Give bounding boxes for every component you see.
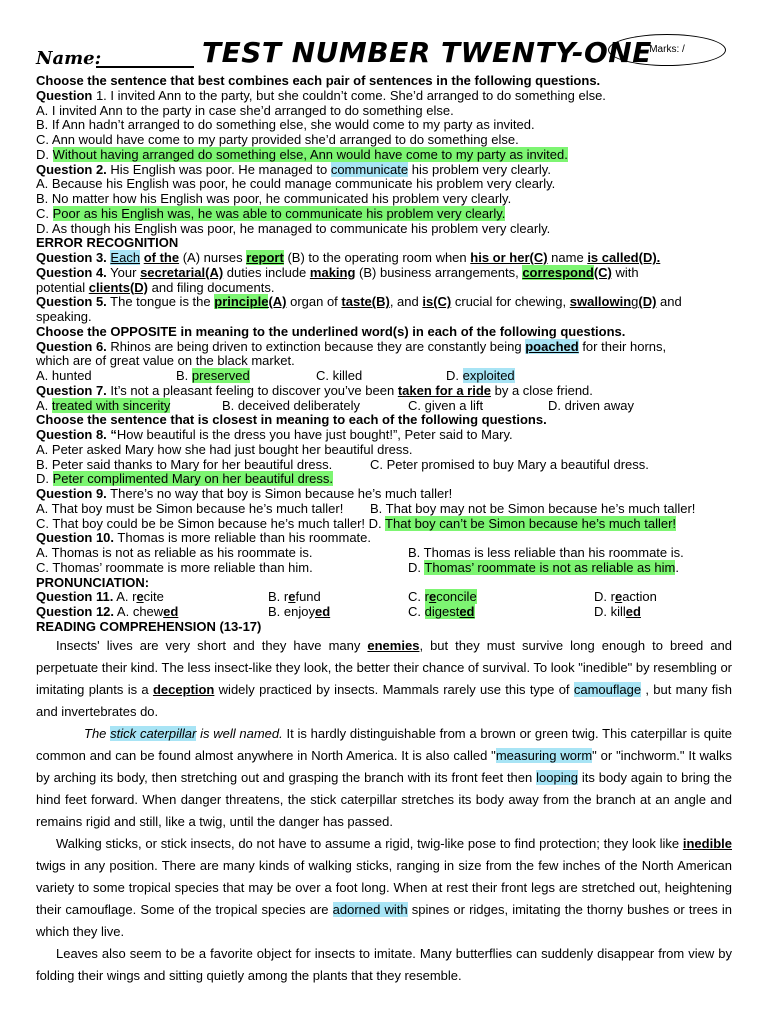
answer-highlight: Peter complimented Mary on her beautiful dress. bbox=[52, 471, 333, 487]
question-4-cont: potential clients(D) and filing documents. bbox=[36, 279, 275, 295]
underlined-word: clients(D) bbox=[88, 279, 148, 295]
reading-paragraph-2: The stick caterpillar is well named. It is hardly distinguishable from a brown or green twig. This caterpillar is quite common and can be found almost anywhere in North America. It is also called "measuring worm" or "inchworm." It walks by arching its body, then stretching out and grasping the branch with its front feet then looping its body again to bring the hind feet forward. When danger threatens, the stick caterpillar stretches its body away from the branch at an angle and remains rigid and still, like a twig, until the danger has passed. bbox=[36, 725, 732, 829]
section-error-recognition: ERROR RECOGNITION bbox=[36, 235, 179, 251]
keyword-highlight: exploited bbox=[462, 368, 515, 383]
q10-option-a: A. Thomas is not as reliable as his roommate is. bbox=[36, 545, 313, 560]
question-7: Question 7. It’s not a pleasant feeling to discover you’ve been taken for a ride by a close friend. bbox=[36, 382, 593, 398]
answer-highlight: Thomas’ roommate is not as reliable as him bbox=[424, 559, 676, 575]
q1-option-d: D. Without having arranged do something else, Ann would have come to my party as invited. bbox=[36, 146, 568, 162]
answer-highlight: digested bbox=[424, 604, 475, 619]
q6-option-b: B. preserved bbox=[176, 368, 250, 383]
q8-option-a: A. Peter asked Mary how she had just bought her beautiful dress. bbox=[36, 441, 413, 457]
q2-option-d: D. As though his English was poor, he managed to communicate his problem very clearly. bbox=[36, 220, 551, 236]
q12-option-d: D. killed bbox=[594, 604, 641, 619]
question-8: Question 8. “How beautiful is the dress you have just bought!”, Peter said to Mary. bbox=[36, 427, 513, 442]
answer-highlight: report bbox=[246, 250, 284, 265]
underlined-word: his or her(C) bbox=[470, 250, 548, 265]
q6-options bbox=[36, 369, 736, 384]
question-5-cont: speaking. bbox=[36, 309, 92, 324]
q10-options-ab bbox=[36, 546, 736, 561]
reading-passage bbox=[36, 635, 732, 987]
answer-highlight: Poor as his English was, he was able to communicate his problem very clearly. bbox=[52, 205, 506, 221]
name-blank-line bbox=[96, 66, 194, 68]
q7-option-c: C. given a lift bbox=[408, 397, 484, 413]
keyword-highlight: poached bbox=[525, 338, 579, 354]
answer-highlight: reconcile bbox=[424, 589, 477, 605]
section-opposite: Choose the OPPOSITE in meaning to the underlined word(s) in each of the following questions. bbox=[36, 323, 626, 339]
keyword-highlight: measuring worm bbox=[495, 747, 593, 763]
section-instruction-combine: Choose the sentence that best combines each pair of sentences in the following questions. bbox=[36, 73, 601, 88]
q7-option-a: A. treated with sincerity bbox=[36, 397, 171, 413]
q2-option-b: B. No matter how his English was poor, he communicated his problem very clearly. bbox=[36, 191, 512, 206]
q9-option-a: A. That boy must be Simon because he’s much taller! bbox=[36, 500, 344, 516]
keyword-highlight: camouflage bbox=[573, 681, 642, 697]
section-closest: Choose the sentence that is closest in meaning to each of the following questions. bbox=[36, 412, 547, 428]
q11-option-d: D. reaction bbox=[594, 589, 657, 605]
question-1: Question 1. I invited Ann to the party, but she couldn’t come. She’d arranged to do something else. bbox=[36, 87, 606, 103]
underlined-word: Each bbox=[110, 250, 141, 265]
keyword-highlight: stick caterpillar bbox=[110, 725, 197, 741]
q8-option-c: C. Peter promised to buy Mary a beautiful dress. bbox=[370, 456, 649, 472]
answer-highlight: treated with sincerity bbox=[51, 397, 171, 413]
q6-option-d: D. exploited bbox=[446, 368, 515, 383]
underlined-word: secretarial(A) bbox=[140, 264, 224, 280]
reading-paragraph-3: Walking sticks, or stick insects, do not have to assume a rigid, twig-like pose to find protection; they look like inedible twigs in any position. There are many kinds of walking sticks, ranging in size from the few inches of the North American variety to some tropical species that may be over a foot long. When at rest their front legs are stretched out, heightening their camouflage. Some of the tropical species are adorned with spines or ridges, imitating the thorny bushes or trees in which they live. bbox=[36, 835, 732, 939]
question-10: Question 10. Thomas is more reliable than his roommate. bbox=[36, 530, 372, 546]
underlined-word: deception bbox=[152, 681, 215, 697]
answer-highlight: principle bbox=[214, 294, 269, 310]
header bbox=[36, 34, 736, 74]
question-11: Question 11. A. recite B. refund C. reconcile D. reaction bbox=[36, 589, 657, 605]
underlined-word: is called(D). bbox=[587, 250, 661, 265]
q10-options-cd bbox=[36, 561, 736, 576]
worksheet bbox=[36, 34, 736, 987]
name-label: Name: bbox=[36, 48, 102, 69]
q6-option-a: A. hunted bbox=[36, 368, 92, 383]
underlined-word: taste(B) bbox=[341, 294, 390, 310]
keyword-highlight: looping bbox=[536, 769, 579, 785]
underlined-word: inedible bbox=[682, 835, 732, 851]
test-title: TEST NUMBER TWENTY-ONE bbox=[202, 36, 652, 69]
q1-option-c: C. Ann would have come to my party provided she’d arranged to do something else. bbox=[36, 132, 519, 147]
q1-option-b: B. If Ann hadn’t arranged to do something else, she would come to my party as invited. bbox=[36, 117, 535, 133]
section-reading: READING COMPREHENSION (13-17) bbox=[36, 618, 262, 634]
reading-paragraph-4: Leaves also seem to be a favorite object for insects to imitate. Many butterflies can suddenly disappear from view by folding their wings and sitting quietly among the plants that they resemble. bbox=[36, 945, 732, 983]
q8-option-b: B. Peter said thanks to Mary for her beautiful dress. bbox=[36, 456, 333, 472]
q10-option-b: B. Thomas is less reliable than his roommate is. bbox=[408, 545, 684, 560]
keyword-highlight: adorned with bbox=[332, 901, 408, 917]
answer-highlight: correspond bbox=[522, 264, 594, 280]
q8-option-d: D. Peter complimented Mary on her beautiful dress. bbox=[36, 471, 333, 487]
q9-option-b: B. That boy may not be Simon because he’s much taller! bbox=[370, 500, 696, 516]
question-12: Question 12. A. chewed B. enjoyed C. digested D. killed bbox=[36, 604, 641, 619]
reading-paragraph-1: Insects' lives are very short and they have many enemies, but they must survive long enough to breed and perpetuate their kind. The less insect-like they look, the better their chance of survival. To look "inedible" by resembling or imitating plants is a deception widely practiced by insects. Mammals rarely use this type of camouflage , but many fish and invertebrates do. bbox=[36, 637, 733, 719]
question-6: Question 6. Rhinos are being driven to extinction because they are constantly being poached for their horns, bbox=[36, 338, 667, 354]
question-2: Question 2. His English was poor. He managed to communicate his problem very clearly. bbox=[36, 161, 551, 177]
q9-options-ab bbox=[36, 502, 736, 517]
q1-option-a: A. I invited Ann to the party in case she’d arranged to do something else. bbox=[36, 102, 454, 118]
q2-option-a: A. Because his English was poor, he could manage communicate his problem very clearly. bbox=[36, 176, 556, 192]
q7-options bbox=[36, 399, 736, 414]
section-pronunciation: PRONUNCIATION: bbox=[36, 574, 150, 590]
q12-option-c: C. digested bbox=[408, 604, 475, 619]
underlined-word: of the bbox=[143, 250, 180, 265]
answer-highlight: That boy can’t be Simon because he’s much taller! bbox=[385, 515, 677, 531]
underlined-word: taken for a ride bbox=[397, 382, 492, 398]
answer-highlight: preserved bbox=[191, 368, 250, 383]
q6-option-c: C. killed bbox=[316, 368, 363, 383]
q8-options-bc bbox=[36, 458, 736, 473]
question-5: Question 5. The tongue is the principle(A) organ of taste(B), and is(C) crucial for chewing, swallowing(D) and bbox=[36, 294, 682, 310]
underlined-word: enemies bbox=[367, 637, 420, 653]
question-3: Question 3. Each of the (A) nurses report (B) to the operating room when his or her(C) name is called(D). bbox=[36, 250, 661, 265]
underlined-word: making bbox=[309, 264, 356, 280]
question-9: Question 9. There’s no way that boy is Simon because he’s much taller! bbox=[36, 486, 453, 501]
q10-option-d: D. Thomas’ roommate is not as reliable as him. bbox=[408, 559, 679, 575]
q7-option-b: B. deceived deliberately bbox=[222, 397, 361, 413]
question-4: Question 4. Your secretarial(A) duties include making (B) business arrangements, correspond(C) with bbox=[36, 264, 639, 280]
question-6-cont: which are of great value on the black market. bbox=[36, 353, 295, 369]
underlined-word: is(C) bbox=[422, 294, 452, 310]
q2-option-c: C. Poor as his English was, he was able to communicate his problem very clearly. bbox=[36, 205, 506, 221]
q9-options-cd: C. That boy could be be Simon because he’s much taller! D. That boy can’t be Simon because he’s much taller! bbox=[36, 515, 677, 531]
q10-option-c: C. Thomas’ roommate is more reliable than him. bbox=[36, 559, 313, 575]
keyword-highlight: communicate bbox=[330, 161, 409, 177]
q12-option-b: B. enjoyed bbox=[268, 604, 331, 619]
q11-option-c: C. reconcile bbox=[408, 589, 477, 605]
marks-box: Marks: / bbox=[608, 34, 726, 66]
answer-highlight: Without having arranged do something else, Ann would have come to my party as invited. bbox=[52, 146, 568, 162]
underlined-word: swallowin bbox=[569, 294, 632, 310]
q11-option-b: B. refund bbox=[268, 589, 321, 605]
q7-option-d: D. driven away bbox=[548, 397, 634, 413]
